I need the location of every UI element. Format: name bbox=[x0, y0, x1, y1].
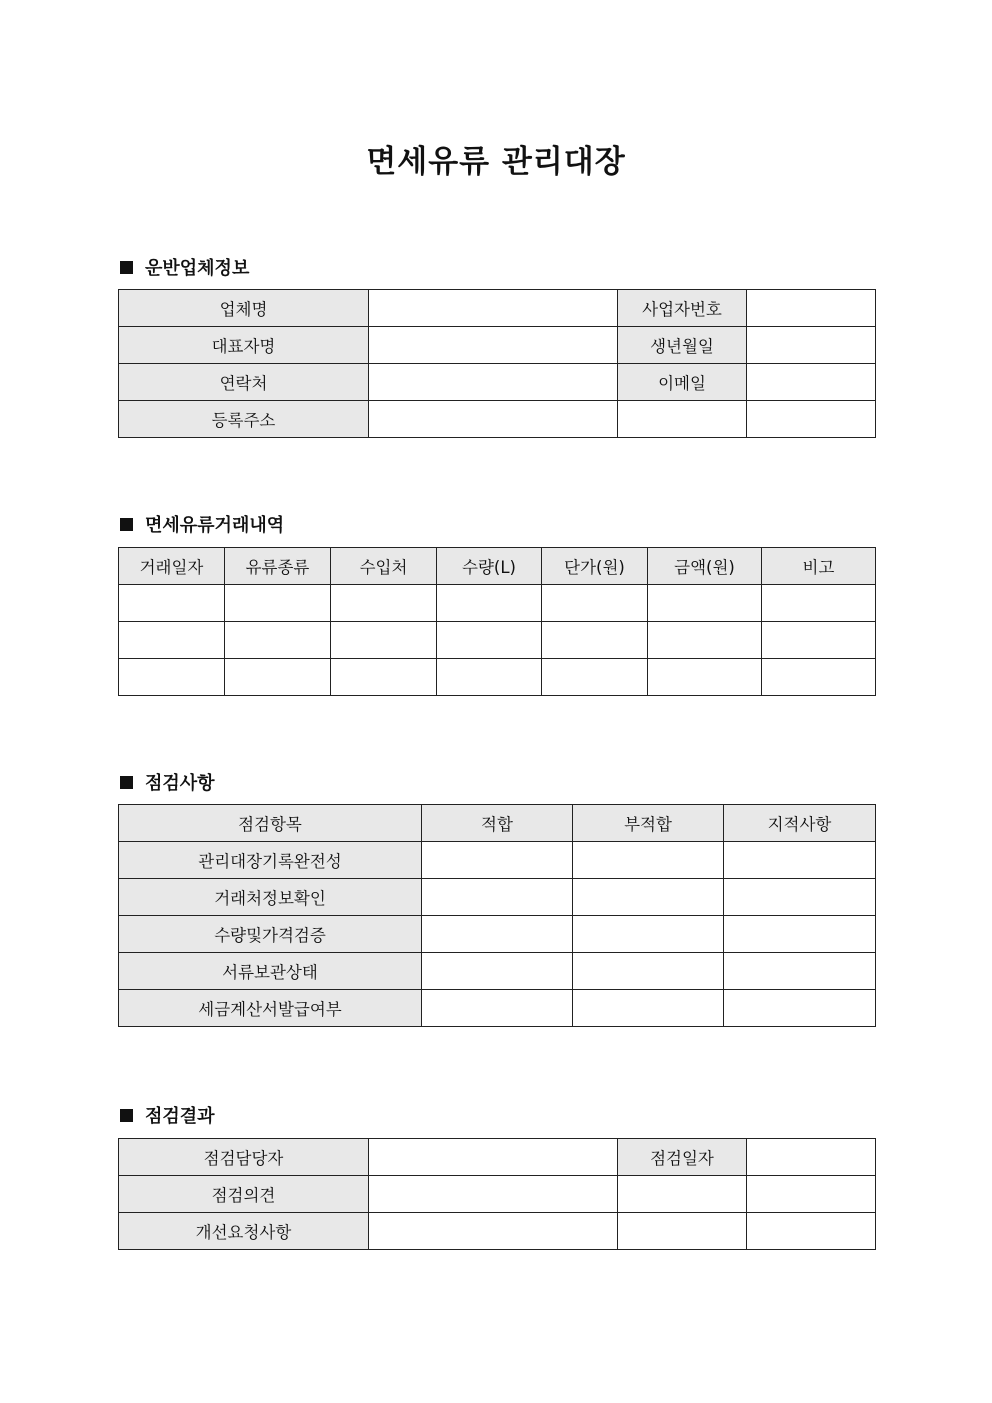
field-empty[interactable] bbox=[618, 1176, 747, 1213]
field-inspection-opinion[interactable] bbox=[369, 1176, 618, 1213]
label-improvement-request: 개선요청사항 bbox=[119, 1213, 369, 1250]
inspection-item-label: 수량및가격검증 bbox=[119, 916, 422, 953]
table-row bbox=[119, 327, 876, 364]
table-row bbox=[119, 1213, 876, 1250]
table-cell[interactable] bbox=[225, 622, 331, 659]
field-inspector[interactable] bbox=[369, 1139, 618, 1176]
square-bullet-icon bbox=[120, 776, 133, 789]
table-cell[interactable] bbox=[422, 953, 573, 990]
label-registered-address: 등록주소 bbox=[119, 401, 369, 438]
table-cell[interactable] bbox=[648, 585, 762, 622]
section-heading-transactions bbox=[120, 511, 284, 537]
column-header: 금액(원) bbox=[648, 548, 762, 585]
table-cell[interactable] bbox=[437, 659, 542, 696]
inspection-item-label: 관리대장기록완전성 bbox=[119, 842, 422, 879]
table-row bbox=[119, 1139, 876, 1176]
table-row bbox=[119, 622, 876, 659]
table-row bbox=[119, 916, 876, 953]
table-cell[interactable] bbox=[422, 842, 573, 879]
table-cell[interactable] bbox=[422, 990, 573, 1027]
column-header: 비고 bbox=[762, 548, 876, 585]
section-heading-inspection bbox=[120, 769, 215, 795]
table-cell[interactable] bbox=[724, 953, 876, 990]
table-cell[interactable] bbox=[573, 879, 724, 916]
table-cell[interactable] bbox=[225, 659, 331, 696]
label-birth-date: 생년월일 bbox=[618, 327, 747, 364]
field-business-number[interactable] bbox=[747, 290, 876, 327]
column-header: 수입처 bbox=[331, 548, 437, 585]
table-row bbox=[119, 990, 876, 1027]
table-row bbox=[119, 364, 876, 401]
table-cell[interactable] bbox=[724, 990, 876, 1027]
table-cell[interactable] bbox=[437, 585, 542, 622]
inspection-item-label: 세금계산서발급여부 bbox=[119, 990, 422, 1027]
table-header-row bbox=[119, 805, 876, 842]
field-email[interactable] bbox=[747, 364, 876, 401]
square-bullet-icon bbox=[120, 261, 133, 274]
label-representative-name: 대표자명 bbox=[119, 327, 369, 364]
field-contact[interactable] bbox=[369, 364, 618, 401]
table-row bbox=[119, 879, 876, 916]
table-cell[interactable] bbox=[331, 659, 437, 696]
square-bullet-icon bbox=[120, 518, 133, 531]
inspection-table bbox=[118, 804, 876, 1027]
field-empty[interactable] bbox=[618, 1213, 747, 1250]
table-row bbox=[119, 290, 876, 327]
label-company-name: 업체명 bbox=[119, 290, 369, 327]
section-heading-label: 점검사항 bbox=[145, 773, 215, 794]
field-empty[interactable] bbox=[618, 401, 747, 438]
table-cell[interactable] bbox=[724, 879, 876, 916]
column-header: 수량(L) bbox=[437, 548, 542, 585]
table-cell[interactable] bbox=[119, 585, 225, 622]
field-registered-address[interactable] bbox=[369, 401, 618, 438]
table-cell[interactable] bbox=[573, 990, 724, 1027]
section-heading-label: 점검결과 bbox=[145, 1106, 215, 1127]
table-cell[interactable] bbox=[573, 953, 724, 990]
field-empty[interactable] bbox=[747, 401, 876, 438]
table-row bbox=[119, 659, 876, 696]
column-header: 단가(원) bbox=[542, 548, 648, 585]
table-cell[interactable] bbox=[573, 916, 724, 953]
table-cell[interactable] bbox=[724, 916, 876, 953]
table-cell[interactable] bbox=[648, 659, 762, 696]
table-cell[interactable] bbox=[542, 659, 648, 696]
table-cell[interactable] bbox=[724, 842, 876, 879]
transactions-table bbox=[118, 547, 876, 696]
table-cell[interactable] bbox=[648, 622, 762, 659]
table-cell[interactable] bbox=[762, 622, 876, 659]
column-header: 거래일자 bbox=[119, 548, 225, 585]
table-cell[interactable] bbox=[331, 622, 437, 659]
table-cell[interactable] bbox=[331, 585, 437, 622]
table-row bbox=[119, 953, 876, 990]
field-representative-name[interactable] bbox=[369, 327, 618, 364]
field-empty[interactable] bbox=[747, 1176, 876, 1213]
field-company-name[interactable] bbox=[369, 290, 618, 327]
table-cell[interactable] bbox=[225, 585, 331, 622]
section-heading-label: 면세유류거래내역 bbox=[145, 515, 285, 536]
column-header: 유류종류 bbox=[225, 548, 331, 585]
column-header: 지적사항 bbox=[724, 805, 876, 842]
page-title: 면세유류 관리대장 bbox=[366, 144, 626, 180]
inspection-item-label: 거래처정보확인 bbox=[119, 879, 422, 916]
table-cell[interactable] bbox=[573, 842, 724, 879]
section-heading-transport bbox=[120, 254, 249, 280]
field-inspection-date[interactable] bbox=[747, 1139, 876, 1176]
label-business-number: 사업자번호 bbox=[618, 290, 747, 327]
section-heading-label: 운반업체정보 bbox=[145, 258, 250, 279]
table-cell[interactable] bbox=[762, 585, 876, 622]
column-header: 점검항목 bbox=[119, 805, 422, 842]
table-cell[interactable] bbox=[422, 879, 573, 916]
table-cell[interactable] bbox=[437, 622, 542, 659]
label-inspection-date: 점검일자 bbox=[618, 1139, 747, 1176]
field-empty[interactable] bbox=[747, 1213, 876, 1250]
field-improvement-request[interactable] bbox=[369, 1213, 618, 1250]
table-cell[interactable] bbox=[762, 659, 876, 696]
table-row bbox=[119, 1176, 876, 1213]
table-cell[interactable] bbox=[119, 659, 225, 696]
table-row bbox=[119, 401, 876, 438]
square-bullet-icon bbox=[120, 1109, 133, 1122]
field-birth-date[interactable] bbox=[747, 327, 876, 364]
table-row bbox=[119, 585, 876, 622]
table-cell[interactable] bbox=[422, 916, 573, 953]
table-cell[interactable] bbox=[119, 622, 225, 659]
label-contact: 연락처 bbox=[119, 364, 369, 401]
result-table bbox=[118, 1138, 876, 1250]
label-inspection-opinion: 점검의견 bbox=[119, 1176, 369, 1213]
label-inspector: 점검담당자 bbox=[119, 1139, 369, 1176]
column-header: 부적합 bbox=[573, 805, 724, 842]
transport-info-table bbox=[118, 289, 876, 438]
section-heading-result bbox=[120, 1102, 215, 1128]
label-email: 이메일 bbox=[618, 364, 747, 401]
column-header: 적합 bbox=[422, 805, 573, 842]
table-header-row bbox=[119, 548, 876, 585]
table-cell[interactable] bbox=[542, 622, 648, 659]
table-row bbox=[119, 842, 876, 879]
inspection-item-label: 서류보관상태 bbox=[119, 953, 422, 990]
table-cell[interactable] bbox=[542, 585, 648, 622]
